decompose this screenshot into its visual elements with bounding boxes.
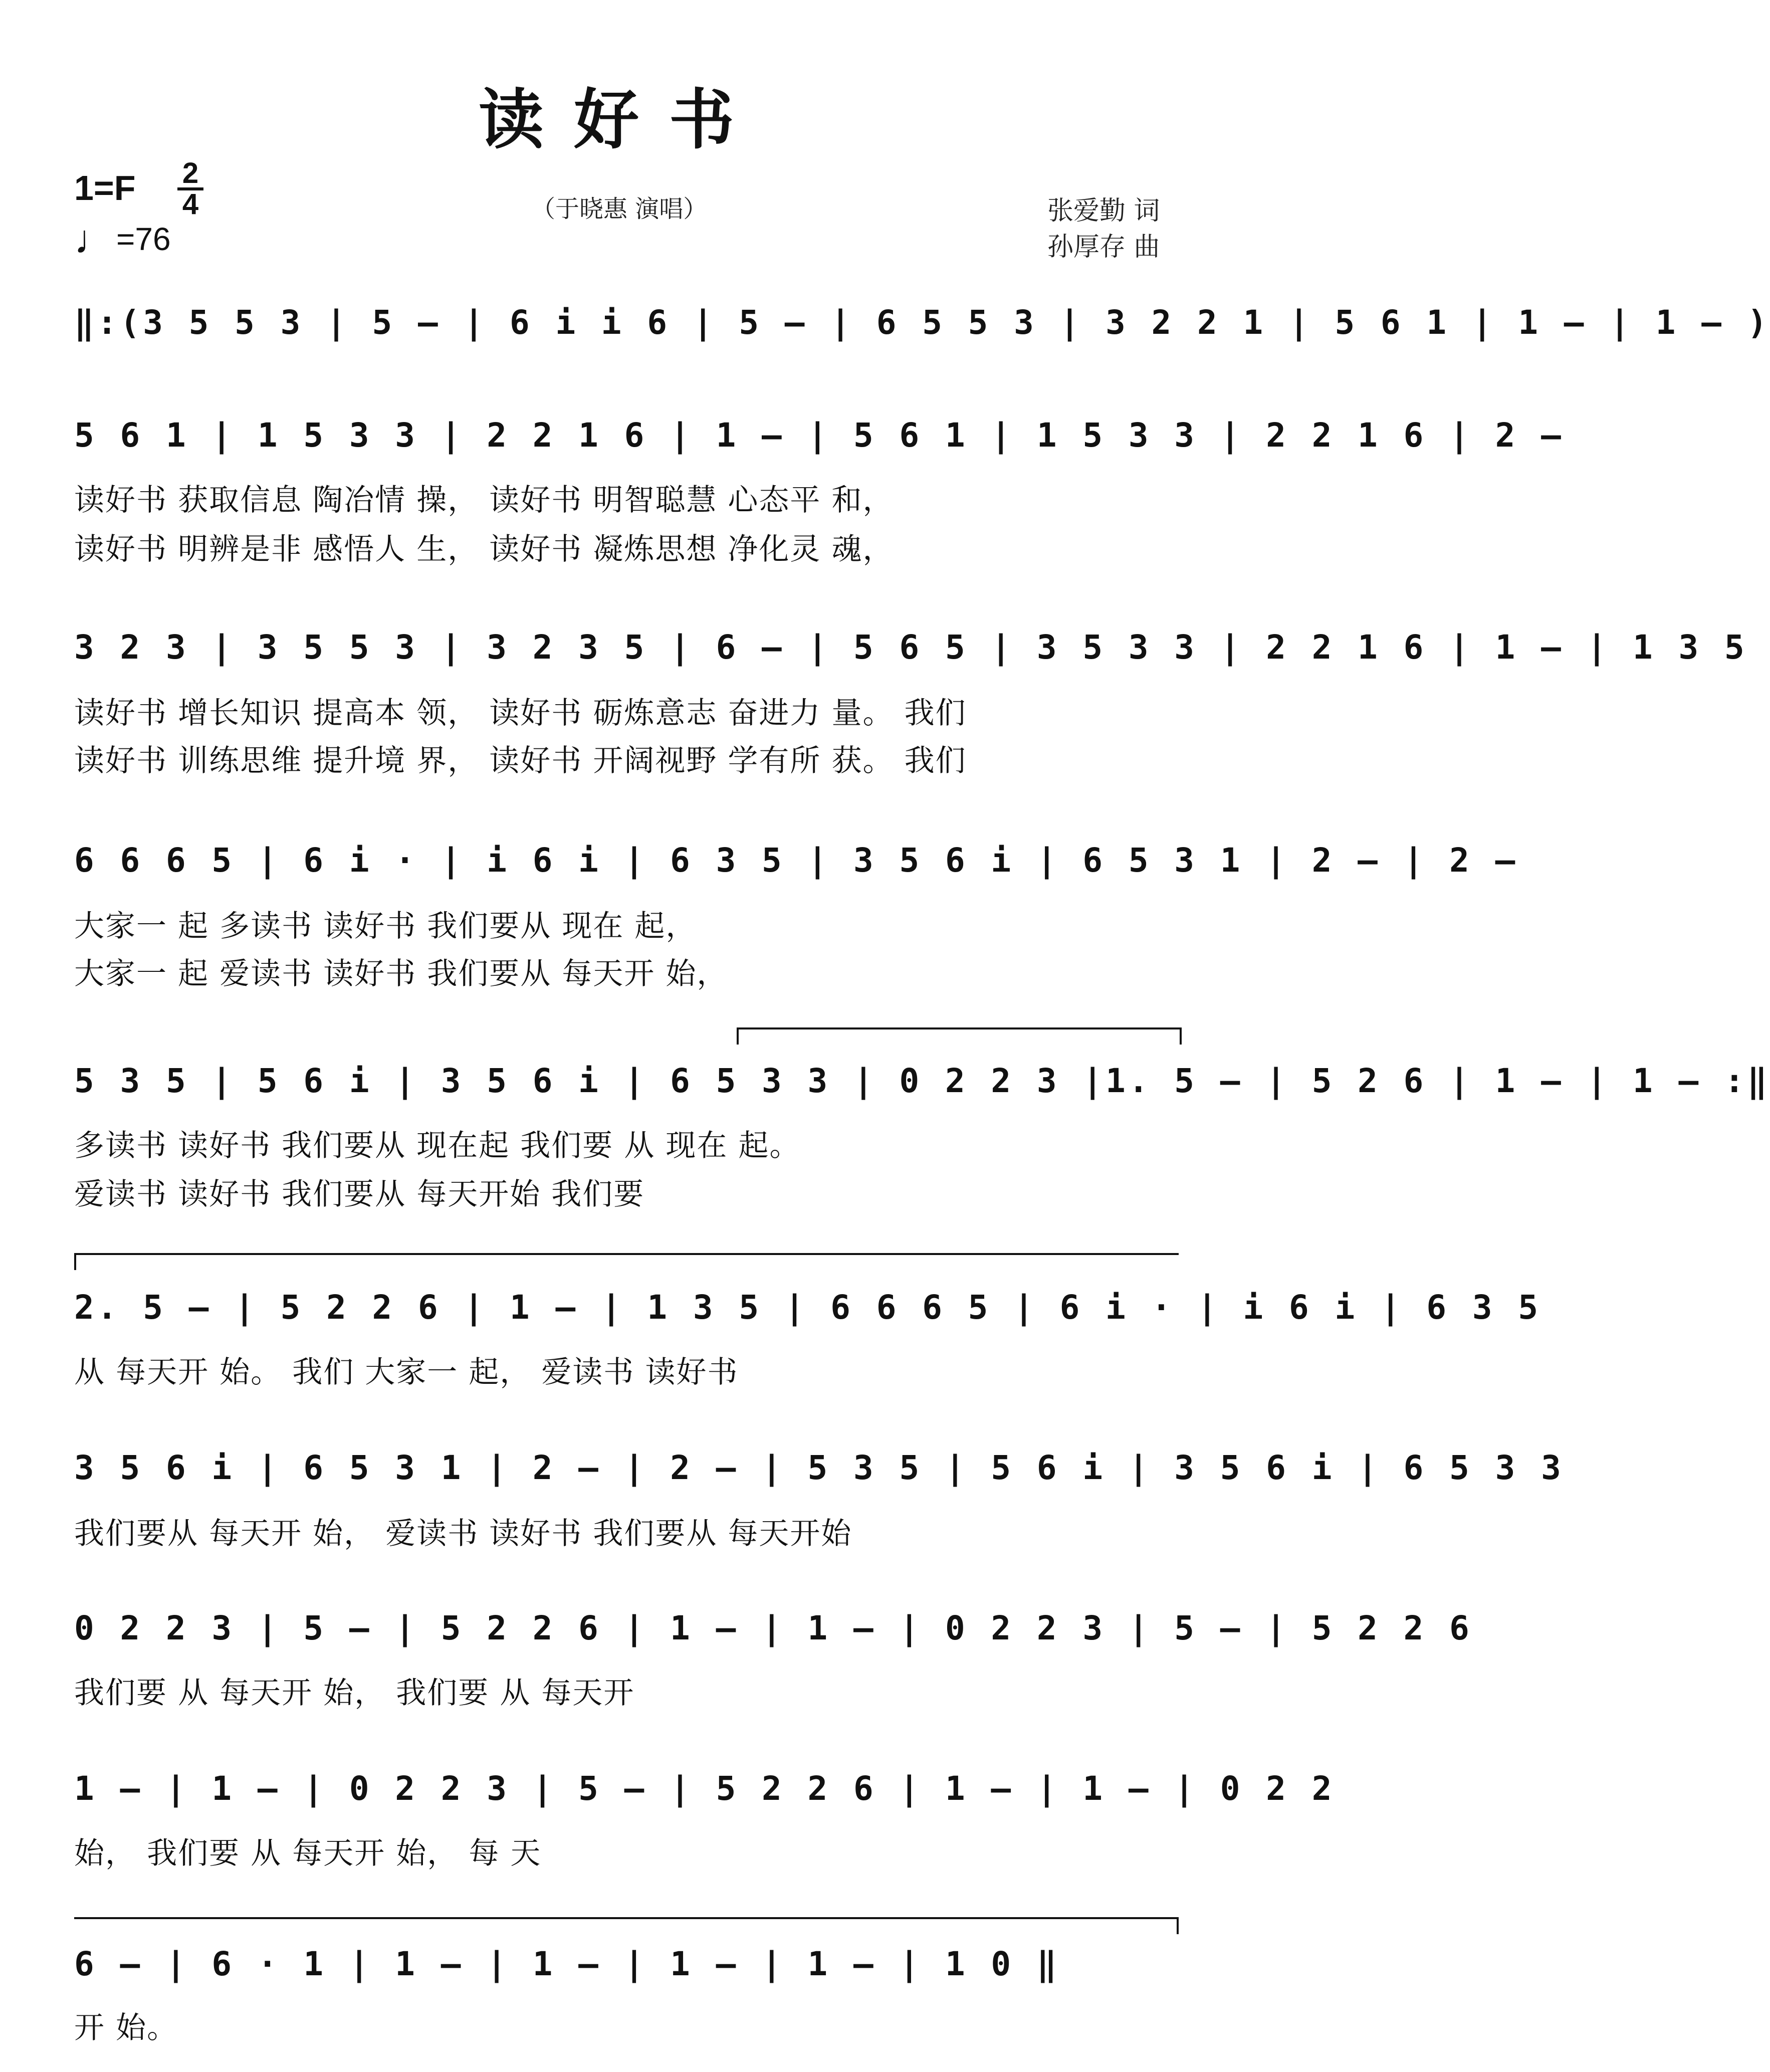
score-system-3-lyrics-verse-2: 读好书 训练思维 提升境 界， 读好书 开阔视野 学有所 获。 我们 bbox=[74, 743, 967, 778]
score-system-8-lyrics: 我们要 从 每天开 始， 我们要 从 每天开 bbox=[74, 1676, 635, 1711]
score-system-2-lyrics-verse-1: 读好书 获取信息 陶冶情 操， 读好书 明智聪慧 心态平 和， bbox=[74, 483, 894, 518]
score-system-9-lyrics: 始， 我们要 从 每天开 始， 每 天 bbox=[74, 1836, 542, 1871]
score-system-5-lyrics-verse-2: 爱读书 读好书 我们要从 每天开始 我们要 bbox=[74, 1177, 645, 1212]
ending-bracket bbox=[74, 1917, 1179, 1934]
score-system-2-notes: 5 6 1 | 1 5 3 3 | 2 2 1 6 | 1 – | 5 6 1 | 1 5 3 3 | 2 2 1 6 | 2 – bbox=[74, 416, 1564, 455]
score-system-3-notes: 3 2 3 | 3 5 5 3 | 3 2 3 5 | 6 – | 5 6 5 | 3 5 3 3 | 2 2 1 6 | 1 – | 1 3 5 bbox=[74, 628, 1747, 667]
score-system-4-lyrics-verse-1: 大家一 起 多读书 读好书 我们要从 现在 起， bbox=[74, 909, 697, 944]
score-system-6-lyrics: 从 每天开 始。 我们 大家一 起， 爱读书 读好书 bbox=[74, 1355, 739, 1390]
score-system-7-lyrics: 我们要从 每天开 始， 爱读书 读好书 我们要从 每天开始 bbox=[74, 1516, 852, 1551]
quarter-note-icon: ♩ bbox=[74, 217, 114, 262]
volta-bracket-1 bbox=[737, 1027, 1182, 1045]
score-system-6-notes: 2. 5 – | 5 2 2 6 | 1 – | 1 3 5 | 6 6 6 5 | 6 i · | i 6 i | 6 3 5 bbox=[74, 1288, 1541, 1327]
score-system-10-lyrics: 开 始。 bbox=[74, 2010, 178, 2045]
score-system-1-notes: ‖:(3 5 5 3 | 5 – | 6 i i 6 | 5 – | 6 5 5 3 | 3 2 2 1 | 5 6 1 | 1 – | 1 – ) bbox=[74, 303, 1770, 342]
score-system-9-notes: 1 – | 1 – | 0 2 2 3 | 5 – | 5 2 2 6 | 1 – | 1 – | 0 2 2 bbox=[74, 1769, 1335, 1808]
time-signature bbox=[175, 159, 205, 219]
score-system-4-lyrics-verse-2: 大家一 起 爱读书 读好书 我们要从 每天开 始， bbox=[74, 956, 728, 991]
key-signature: 1=F bbox=[74, 168, 136, 208]
score-system-5-lyrics-verse-1: 多读书 读好书 我们要从 现在起 我们要 从 现在 起。 bbox=[74, 1128, 801, 1163]
score-system-4-notes: 6 6 6 5 | 6 i · | i 6 i | 6 3 5 | 3 5 6 i | 6 5 3 1 | 2 – | 2 – bbox=[74, 841, 1518, 880]
tempo-marking bbox=[74, 217, 171, 263]
score-system-3-lyrics-verse-1: 读好书 增长知识 提高本 领， 读好书 砺炼意志 奋进力 量。 我们 bbox=[74, 696, 967, 731]
volta-bracket-2 bbox=[74, 1253, 1179, 1270]
time-signature-bottom: 4 bbox=[182, 188, 199, 221]
score-system-10-notes: 6 – | 6 · 1 | 1 – | 1 – | 1 – | 1 – | 1 0 ‖ bbox=[74, 1945, 1060, 1983]
composer-credit: 孙厚存 曲 bbox=[1047, 232, 1160, 262]
song-title: 读好书 bbox=[478, 81, 764, 158]
score-system-2-lyrics-verse-2: 读好书 明辨是非 感悟人 生， 读好书 凝炼思想 净化灵 魂， bbox=[74, 532, 894, 567]
time-signature-top: 2 bbox=[182, 157, 199, 189]
score-system-5-notes: 5 3 5 | 5 6 i | 3 5 6 i | 6 5 3 3 | 0 2 2 3 |1. 5 – | 5 2 6 | 1 – | 1 – :‖ bbox=[74, 1062, 1770, 1100]
performer-credit: （于晓惠 演唱） bbox=[531, 195, 708, 223]
score-system-8-notes: 0 2 2 3 | 5 – | 5 2 2 6 | 1 – | 1 – | 0 2 2 3 | 5 – | 5 2 2 6 bbox=[74, 1609, 1472, 1647]
tempo-value: =76 bbox=[116, 221, 171, 257]
score-system-7-notes: 3 5 6 i | 6 5 3 1 | 2 – | 2 – | 5 3 5 | 5 6 i | 3 5 6 i | 6 5 3 3 bbox=[74, 1448, 1564, 1487]
lyricist-credit: 张爱勤 词 bbox=[1047, 196, 1160, 226]
